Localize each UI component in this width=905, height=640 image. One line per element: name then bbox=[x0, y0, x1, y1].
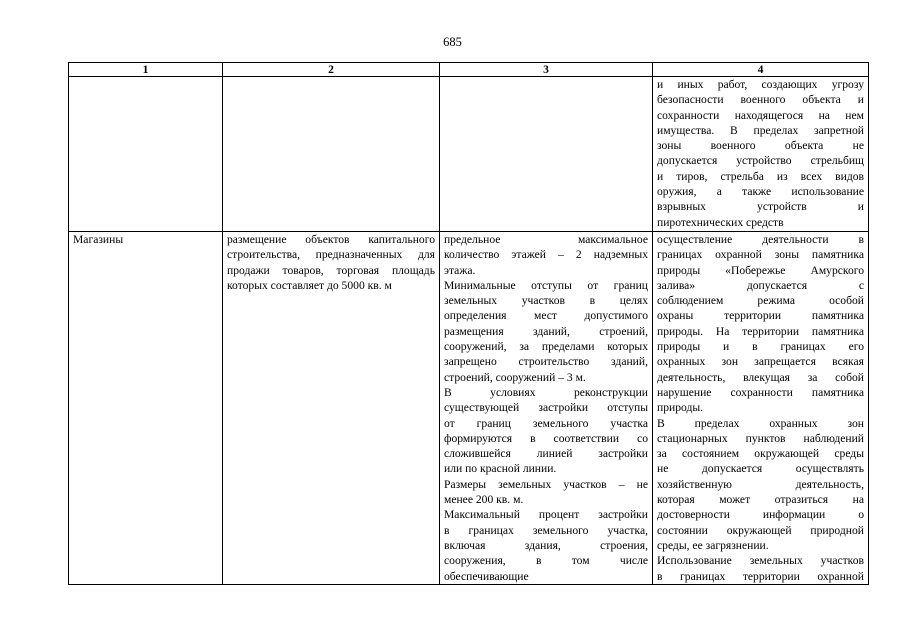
text-line: Максимальный процент застройки bbox=[444, 508, 648, 522]
text-line: нарушение сохранности памятника bbox=[657, 385, 864, 399]
table-row bbox=[69, 77, 869, 232]
text-line: продажи товаров, торговая площадь bbox=[227, 263, 435, 277]
text-line: которая может отразиться на bbox=[657, 493, 864, 507]
text-line: в границах территории охранной bbox=[657, 569, 864, 583]
text-line: границах охранной зоны памятника bbox=[657, 248, 864, 262]
regulations-table bbox=[68, 62, 869, 585]
text-line: формируются в соответствии со bbox=[444, 431, 648, 445]
text-line: сохранности находящегося на нем bbox=[657, 108, 864, 122]
text-line: определения мест допустимого bbox=[444, 309, 648, 323]
header-col-3: 3 bbox=[440, 63, 653, 77]
table-row bbox=[69, 232, 869, 585]
cell-r0-c3 bbox=[440, 77, 653, 232]
text-line: строений, сооружений – 3 м. bbox=[444, 370, 586, 384]
text-line: безопасности военного объекта и bbox=[657, 93, 864, 107]
text-line: оружия, а также использование bbox=[657, 185, 864, 199]
cell-use-name bbox=[69, 232, 223, 585]
text-line: природы и в границах его bbox=[657, 340, 864, 354]
text-line: Размеры земельных участков – не bbox=[444, 477, 648, 491]
page-number: 685 bbox=[443, 35, 462, 49]
text-line: природы. bbox=[657, 401, 704, 415]
text-line: предельное максимальное bbox=[444, 233, 648, 246]
text-line: природы. На территории памятника bbox=[657, 324, 864, 338]
text-line: или по красной линии. bbox=[444, 462, 557, 476]
text-line: среды, ее загрязнении. bbox=[657, 538, 769, 552]
text-line: Минимальные отступы от границ bbox=[444, 278, 648, 292]
text-line: от границ земельного участка bbox=[444, 416, 648, 430]
text-line: В пределах охранных зон bbox=[657, 416, 864, 430]
text-line: обеспечивающие bbox=[444, 569, 529, 583]
text-line: сложившейся линией застройки bbox=[444, 447, 648, 461]
text-line: этажа. bbox=[444, 263, 476, 277]
text-line: сооружения, в том числе bbox=[444, 554, 648, 568]
text-line: хозяйственную деятельность, bbox=[657, 477, 864, 491]
text-line: размещения зданий, строений, bbox=[444, 324, 648, 338]
text-line: и иных работ, создающих угрозу bbox=[657, 78, 864, 91]
text-line: которых составляет до 5000 кв. м bbox=[227, 278, 392, 292]
text-line: строительства, предназначенных для bbox=[227, 248, 435, 262]
text-line: не допускается осуществлять bbox=[657, 462, 864, 476]
text-line: допускается устройство стрельбищ bbox=[657, 154, 864, 168]
text-line: природы «Побережье Амурского bbox=[657, 263, 864, 277]
text-line: достоверности информации о bbox=[657, 508, 864, 522]
text-line: осуществление деятельности в bbox=[657, 233, 864, 246]
text-line: взрывных устройств и bbox=[657, 200, 864, 214]
text-line: охранных зон запрещается всякая bbox=[657, 355, 864, 369]
text-line: пиротехнических средств bbox=[657, 215, 784, 229]
use-name-text: Магазины bbox=[73, 233, 124, 246]
text-line: зоны военного объекта не bbox=[657, 139, 864, 153]
text-line: охраны территории памятника bbox=[657, 309, 864, 323]
text-line: включая здания, строения, bbox=[444, 538, 648, 552]
text-line: и тиров, стрельба из всех видов bbox=[657, 169, 864, 183]
text-line: сооружений, за пределами которых bbox=[444, 340, 648, 354]
header-row bbox=[69, 63, 869, 77]
text-line: в границах земельного участка, bbox=[444, 523, 648, 537]
text-line: В условиях реконструкции bbox=[444, 385, 648, 399]
text-line: за состоянием окружающей среды bbox=[657, 447, 864, 461]
cell-parameters bbox=[440, 232, 653, 585]
text-line: стационарных пунктов наблюдений bbox=[657, 431, 864, 445]
text-line: существующей застройки отступы bbox=[444, 401, 648, 415]
header-col-2: 2 bbox=[223, 63, 440, 77]
header-col-4: 4 bbox=[653, 63, 869, 77]
text-line: деятельность, влекущая за собой bbox=[657, 370, 864, 384]
cell-use-description bbox=[223, 232, 440, 585]
cell-r0-c1 bbox=[69, 77, 223, 232]
cell-restrictions bbox=[653, 232, 869, 585]
text-line: состоянии окружающей природной bbox=[657, 523, 864, 537]
text-line: запрещено строительство зданий, bbox=[444, 355, 648, 369]
text-line: менее 200 кв. м. bbox=[444, 493, 524, 507]
header-col-1: 1 bbox=[69, 63, 223, 77]
cell-r0-c2 bbox=[223, 77, 440, 232]
text-line: размещение объектов капитального bbox=[227, 233, 435, 246]
text-line: Использование земельных участков bbox=[657, 554, 864, 568]
text-line: земельных участков в целях bbox=[444, 294, 648, 308]
cell-r0-c4 bbox=[653, 77, 869, 232]
text-line: количество этажей – 2 надземных bbox=[444, 248, 648, 262]
text-line: залива» допускается с bbox=[657, 278, 864, 292]
text-line: имущества. В пределах запретной bbox=[657, 123, 864, 137]
text-line: соблюдением режима особой bbox=[657, 294, 864, 308]
